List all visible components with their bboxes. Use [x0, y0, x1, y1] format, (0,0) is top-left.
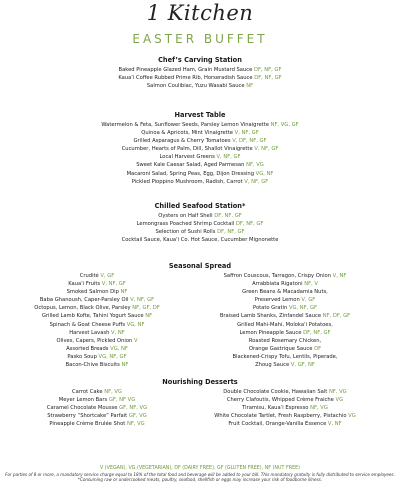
- menu-item: [0, 153, 400, 161]
- menu-item: [0, 228, 400, 236]
- menu-item-name: Roasted Rosemary Chicken,: [248, 337, 322, 344]
- dietary-tags: NF, VG: [104, 389, 122, 395]
- menu-item: [0, 137, 400, 145]
- menu-item: [190, 361, 380, 369]
- dietary-tags: NF, VG: [328, 389, 347, 395]
- dietary-tags: V, NF, GF: [216, 154, 241, 161]
- menu-item: [190, 420, 380, 428]
- menu-item: [190, 404, 380, 412]
- menu-item: [22, 272, 172, 280]
- menu-item-name: Potato Gratin: [253, 305, 288, 312]
- menu-item: [22, 396, 172, 404]
- dietary-tags: V, GF: [100, 273, 115, 279]
- dietary-tags: V, NF, GF: [130, 297, 155, 304]
- menu-item-name: Kaua‘i Coffee Rubbed Prime Rib, Horseradish Sauce: [118, 75, 253, 82]
- menu-item: [22, 312, 172, 320]
- menu-item: [190, 412, 380, 420]
- section-title: Chilled Seafood Station*: [154, 202, 246, 210]
- dietary-tags: NF: [120, 289, 128, 296]
- section-seafood: [0, 202, 400, 244]
- menu-item-name: Sweet Kale Caesar Salad, Aged Parmesan: [136, 162, 245, 169]
- menu-item: [0, 170, 400, 178]
- dietary-tags: V, NF, GF: [254, 146, 279, 153]
- menu-item: [190, 345, 380, 353]
- menu-item: [190, 396, 380, 404]
- menu-item-name: Salmon Coulibiac, Yuzu Wasabi Sauce: [146, 83, 245, 90]
- menu-item-name: Fruit Cocktail, Orange-Vanilla Essence: [228, 421, 327, 428]
- dietary-tags: DF, NF, GF: [254, 75, 282, 82]
- menu-item: [22, 420, 172, 428]
- menu-item: [0, 82, 400, 90]
- menu-item: [0, 161, 400, 169]
- dietary-tags: VG, NF, GF: [98, 353, 127, 360]
- dietary-tags: NF, VG: [246, 162, 264, 169]
- menu-item-name: Pasko Soup: [67, 353, 97, 360]
- dietary-tags: VG: [335, 397, 344, 404]
- menu-item: [190, 288, 380, 296]
- dietary-tags: V, GF, NF: [290, 362, 315, 369]
- section-harvest: [0, 111, 400, 186]
- menu-item-name: Lemongrass Poached Shrimp Cocktail: [136, 221, 235, 228]
- menu-item: [190, 388, 380, 396]
- dietary-tags: NF, GF, DF: [132, 305, 160, 312]
- dietary-tags: VG, NF: [126, 321, 145, 328]
- menu-item: [22, 329, 172, 337]
- menu-item-name: Preserved Lemon: [254, 297, 300, 304]
- menu-item-name: Meyer Lemon Bars: [58, 397, 108, 404]
- menu-item: [22, 404, 172, 412]
- menu-item-name: Green Beans & Macadamia Nuts,: [242, 289, 328, 296]
- dietary-tags: V, NF: [111, 329, 125, 336]
- dietary-tags: NF: [121, 362, 129, 369]
- menu-item: [0, 212, 400, 220]
- dietary-tags: V, NF: [332, 273, 347, 279]
- dietary-tags: V, NF, GF: [101, 281, 126, 288]
- menu-item-name: Lemon Pineapple Sauce: [239, 329, 302, 336]
- dietary-tags: GF, NF VG: [108, 397, 136, 404]
- menu-item-name: Watermelon & Feta, Sunflower Seeds, Parsley Lemon Vinaigrette: [101, 122, 269, 128]
- dietary-tags: V, NF, GF: [234, 130, 259, 137]
- menu-item-name: Blackened-Crispy Tofu, Lentils, Piperade,: [232, 353, 338, 360]
- menu-item: [190, 304, 380, 312]
- menu-item: [0, 178, 400, 186]
- dietary-tags: DF, NF, GF: [303, 329, 331, 336]
- menu-item: [0, 236, 400, 244]
- dietary-tags: GF, VG: [128, 413, 147, 420]
- menu-item-name: Octopus, Lemon, Black Olive, Parsley: [34, 305, 131, 312]
- dietary-tags: VG, NF: [110, 345, 128, 352]
- menu-item: [190, 337, 380, 345]
- dietary-tags: NF, DF, GF: [322, 313, 351, 320]
- dietary-tags: NF: [246, 83, 254, 90]
- menu-item: [190, 296, 380, 304]
- section-title: Harvest Table: [174, 111, 226, 119]
- menu-item: [22, 353, 172, 361]
- menu-item-name: Kaua‘i Fruits: [68, 281, 101, 288]
- dietary-tags: NF, VG, GF: [270, 122, 299, 128]
- menu-item-name: Selection of Sushi Rolls: [155, 229, 216, 236]
- desserts-right-column: [190, 388, 380, 428]
- menu-item: [22, 345, 172, 353]
- dietary-tags: V: [133, 337, 138, 344]
- restaurant-logo: 1 Kitchen: [146, 1, 254, 25]
- menu-item: [190, 353, 380, 361]
- menu-item: [0, 74, 400, 82]
- menu-item: [190, 329, 380, 337]
- menu-item-name: Carrot Cake: [72, 389, 103, 395]
- menu-item-name: Bacon-Chive Biscuits: [65, 362, 120, 369]
- dietary-tags: V, NF, GF: [244, 178, 269, 185]
- dietary-tags: VG, NF: [255, 170, 274, 177]
- section-seasonal: [0, 262, 400, 372]
- menu-item-name: Harvest Lavash: [69, 329, 110, 336]
- menu-item: [22, 321, 172, 329]
- page-title: EASTER BUFFET: [132, 32, 268, 46]
- menu-item-name: Macaroni Salad, Spring Peas, Egg, Dijon Dressing: [126, 170, 255, 177]
- service-charge-note: For parties of 8 or more, a mandatory service charge equal to 18% of the total food and beverage will be added to your bill. This mandatory gratuity is fully distributed to service employees.: [5, 472, 395, 477]
- menu-item-name: Orange Gastrique Sauce: [248, 345, 313, 352]
- raw-food-advisory: *Consuming raw or undercooked meats, poultry, seafood, shellfish or eggs may increase your risk of foodborne illness.: [77, 477, 323, 483]
- section-title: Seasonal Spread: [168, 262, 232, 270]
- menu-item: [22, 296, 172, 304]
- menu-item: [0, 121, 400, 129]
- dietary-tags: V, GF: [301, 297, 316, 304]
- seasonal-left-column: [22, 272, 172, 369]
- menu-item-name: Braised Lamb Shanks, Zinfandel Sauce: [219, 313, 322, 320]
- menu-item: [22, 361, 172, 369]
- section-desserts: [0, 378, 400, 432]
- seasonal-right-column: [190, 272, 380, 369]
- section-title: Nourishing Desserts: [162, 378, 238, 386]
- dietary-legend: V (VEGAN), VG (VEGETARIAN), DF (DAIRY FREE), GF (GLUTEN FREE), NF (NUT FREE): [99, 466, 301, 471]
- menu-item-name: Baba Ghanoush, Caper-Parsley Oil: [39, 297, 129, 304]
- dietary-tags: DF: [314, 345, 322, 352]
- dietary-tags: NF, VG: [310, 405, 328, 412]
- menu-item-name: Quinoa & Apricots, Mint Vinaigrette: [141, 130, 234, 137]
- menu-item: [0, 220, 400, 228]
- menu-item: [190, 312, 380, 320]
- dietary-tags: V, DF, NF, GF: [232, 138, 267, 145]
- menu-item-name: Saffron Couscous, Tarragon, Crispy Onion: [223, 273, 331, 279]
- dietary-tags: VG: [348, 413, 356, 420]
- menu-item: [190, 321, 380, 329]
- menu-item-name: White Chocolate Tartlet, Fresh Raspberry, Pistachio: [214, 413, 347, 420]
- menu-item-name: Pineapple Crème Brulée Shot: [49, 421, 126, 428]
- dietary-tags: NF: [145, 313, 153, 320]
- menu-item-name: Cucumber, Hearts of Palm, Dill, Shallot Vinaigrette: [121, 146, 253, 153]
- menu-item: [190, 272, 380, 280]
- menu-item: [0, 129, 400, 137]
- menu-item-name: Grilled Asparagus & Cherry Tomatoes: [133, 138, 231, 145]
- menu-item-name: Cherry Clafoutis, Whipped Crème Fraiche: [226, 397, 334, 404]
- dietary-tags: NF, VG: [126, 421, 145, 428]
- menu-item-name: Smoked Salmon Dip: [66, 289, 119, 296]
- menu-item-name: Cocktail Sauce, Kaua‘i Co. Hot Sauce, Cucumber Mignonette: [121, 237, 279, 244]
- menu-item-name: Tiramisu, Kaua‘i Espresso: [242, 405, 309, 412]
- dietary-tags: GF, NF, VG: [119, 405, 148, 412]
- menu-item-name: Grilled Lamb Kofte, Tahini Yogurt Sauce: [41, 313, 144, 320]
- menu-item-name: Olives, Capers, Pickled Onion: [56, 337, 133, 344]
- dietary-tags: V, NF: [327, 421, 342, 428]
- dietary-tags: DF, NF, GF: [217, 229, 245, 236]
- menu-item-name: Crudité: [79, 273, 99, 279]
- menu-item-name: Double Chocolate Cookie, Hawaiian Salt: [223, 389, 328, 395]
- menu-item-name: Zhoug Sauce: [255, 362, 290, 369]
- menu-item: [190, 280, 380, 288]
- desserts-left-column: [22, 388, 172, 428]
- menu-item-name: Pickled Pioppino Mushroom, Radish, Carrot: [131, 178, 243, 185]
- menu-item-name: Spinach & Goat Cheese Puffs: [49, 321, 126, 328]
- menu-item: [22, 280, 172, 288]
- dietary-tags: DF, NF, GF: [214, 213, 242, 219]
- dietary-tags: VG, NF, GF: [288, 305, 317, 312]
- section-title: Chef’s Carving Station: [158, 56, 242, 64]
- dietary-tags: NF, V: [304, 281, 318, 288]
- menu-item-name: Oysters on Half Shell: [158, 213, 213, 219]
- menu-item: [22, 288, 172, 296]
- menu-item-name: Arrabbiata Rigatoni: [252, 281, 303, 288]
- menu-item: [22, 337, 172, 345]
- section-carving: [0, 56, 400, 90]
- menu-item: [22, 388, 172, 396]
- menu-item-name: Baked Pineapple Glazed Ham, Grain Mustard Sauce: [118, 67, 253, 73]
- menu-item: [22, 304, 172, 312]
- menu-item-name: Grilled Mahi-Mahi, Moloka‘i Potatoes,: [237, 321, 333, 328]
- menu-item: [0, 66, 400, 74]
- menu-item-name: Local Harvest Greens: [159, 154, 215, 161]
- menu-item-name: Caramel Chocolate Mousse: [46, 405, 118, 412]
- dietary-tags: DF, NF, GF: [235, 221, 264, 228]
- menu-item-name: Strawberry “Shortcake” Parfait: [47, 413, 128, 420]
- dietary-tags: DF, NF, GF: [253, 67, 282, 73]
- menu-footer: [0, 465, 400, 482]
- menu-item-name: Assorted Breads: [66, 345, 109, 352]
- menu-item: [0, 145, 400, 153]
- menu-item: [22, 412, 172, 420]
